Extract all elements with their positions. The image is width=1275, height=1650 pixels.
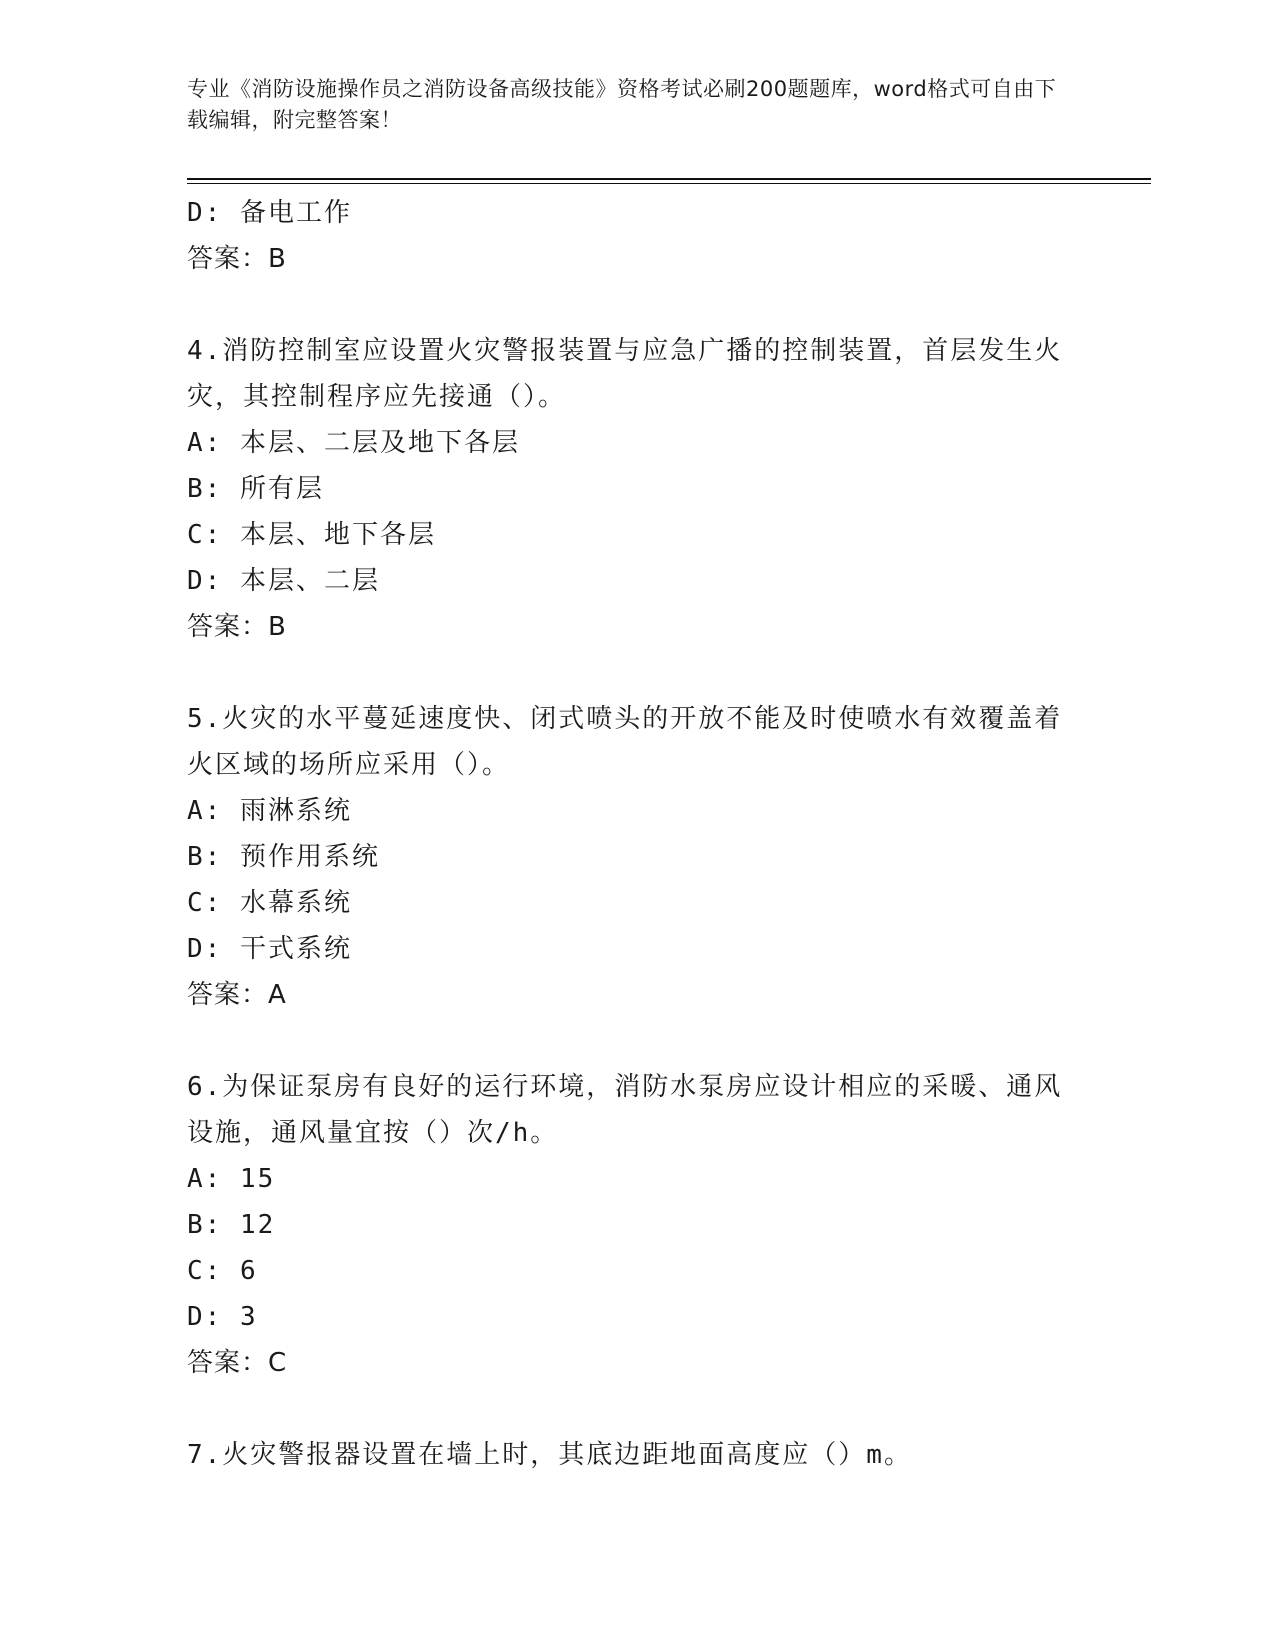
question-4-option-b: B: 所有层 [187,474,324,504]
question-5-option-b: B: 预作用系统 [187,842,380,872]
document-header: 专业《消防设施操作员之消防设备高级技能》资格考试必刷200题题库，word格式可自由下载编辑，附完整答案！ [187,77,1057,132]
question-6-option-a: A: 15 [187,1164,276,1194]
question-6-option-b: B: 12 [187,1210,276,1240]
question-4-option-d: D: 本层、二层 [187,566,380,596]
question-6-option-d: D: 3 [187,1302,258,1332]
question-4-text: 4.消防控制室应设置火灾警报装置与应急广播的控制装置，首层发生火灾，其控制程序应先接通（）。 [187,336,1063,412]
question-content [187,190,1087,1478]
question-4-option-c: C: 本层、地下各层 [187,520,436,550]
question-6-answer: 答案：C [187,1348,288,1378]
question-6-option-c: C: 6 [187,1256,258,1286]
question-7-text: 7.火灾警报器设置在墙上时，其底边距地面高度应（）m。 [187,1440,912,1470]
question-5-option-a: A: 雨淋系统 [187,796,352,826]
question-4-answer: 答案：B [187,612,287,642]
question-5-option-d: D: 干式系统 [187,934,352,964]
header-divider-thick [187,178,1151,180]
option-d: D: 备电工作 [187,198,352,228]
header-divider-thin [187,183,1151,184]
answer-label: 答案：B [187,244,287,274]
question-4-option-a: A: 本层、二层及地下各层 [187,428,520,458]
question-5-option-c: C: 水幕系统 [187,888,352,918]
question-5-answer: 答案：A [187,980,287,1010]
question-6-text: 6.为保证泵房有良好的运行环境，消防水泵房应设计相应的采暖、通风设施，通风量宜按（）次/h。 [187,1072,1063,1148]
question-5-text: 5.火灾的水平蔓延速度快、闭式喷头的开放不能及时使喷水有效覆盖着火区域的场所应采用（）。 [187,704,1063,780]
